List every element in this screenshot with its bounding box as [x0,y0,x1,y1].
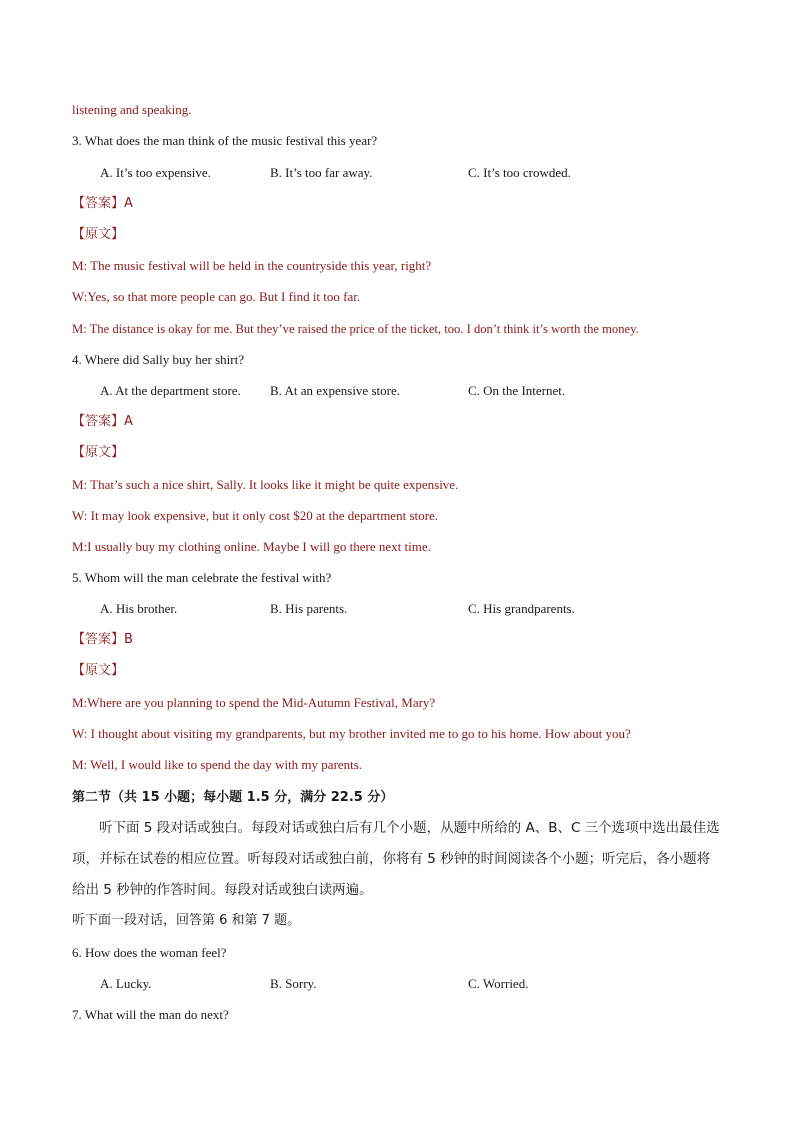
q4-script-line: W: It may look expensive, but it only cost $20 at the department store. [72,508,438,523]
q4-script-line: M: That’s such a nice shirt, Sally. It looks like it might be quite expensive. [72,477,459,492]
q4-option-a: A. At the department store. [100,383,241,398]
answer-value: A [124,196,133,211]
q3-answer [72,195,133,213]
q3-option-b: B. It’s too far away. [270,165,373,180]
q3-option-c: C. It’s too crowded. [468,165,571,180]
q6-option-b: B. Sorry. [270,976,317,991]
answer-value: A [124,414,133,429]
q6-option-a: A. Lucky. [100,976,152,991]
q6-question: 6. How does the woman feel? [72,945,227,960]
q3-script-line: M: The music festival will be held in the countryside this year, right? [72,258,432,273]
q4-option-b: B. At an expensive store. [270,383,400,398]
q5-answer [72,631,133,649]
q5-script-label: 【原文】 [72,663,125,678]
q3-script-line: W:Yes, so that more people can go. But I find it too far. [72,289,361,304]
answer-label: 【答案】 [72,632,125,647]
q5-script-line: M: Well, I would like to spend the day with my parents. [72,757,363,772]
q5-question: 5. Whom will the man celebrate the festival with? [72,570,332,585]
q2-script-tail: listening and speaking. [72,102,192,117]
q5-option-a: A. His brother. [100,601,178,616]
q3-option-a: A. It’s too expensive. [100,165,211,180]
q5-option-b: B. His parents. [270,601,348,616]
q4-script-label: 【原文】 [72,445,125,460]
q4-script-line: M:I usually buy my clothing online. Maybe I will go there next time. [72,539,431,554]
answer-value: B [124,632,133,647]
q7-question: 7. What will the man do next? [72,1007,229,1022]
section-2-title: 第二节（共 15 小题；每小题 1.5 分，满分 22.5 分） [72,790,394,805]
q4-question: 4. Where did Sally buy her shirt? [72,352,244,367]
section-2-instructions: 听下面 5 段对话或独白。每段对话或独白后有几个小题，从题中所给的 A、B、C 三个选项中选出最佳选项，并标在试卷的相应位置。听每段对话或独白前，你将有 5 秒钟的时间阅读各个小题；听完后，各小题将给出 5 秒钟的作答时间。每段对话或独白读两遍。 [72,820,720,898]
q3-script-line: M: The distance is okay for me. But they’ve raised the price of the ticket, too. I don’t think it’s worth the money. [72,322,639,336]
q5-script-line: M:Where are you planning to spend the Mid-Autumn Festival, Mary? [72,695,436,710]
answer-label: 【答案】 [72,414,125,429]
q4-answer [72,413,133,431]
q5-script-line: W: I thought about visiting my grandparents, but my brother invited me to go to his home. How about you? [72,726,631,741]
answer-label: 【答案】 [72,196,125,211]
q6-option-c: C. Worried. [468,976,529,991]
q4-option-c: C. On the Internet. [468,383,566,398]
q3-question: 3. What does the man think of the music festival this year? [72,133,378,148]
q5-option-c: C. His grandparents. [468,601,575,616]
q3-script-label: 【原文】 [72,227,125,242]
section-2-subheading: 听下面一段对话，回答第 6 和第 7 题。 [72,913,301,928]
